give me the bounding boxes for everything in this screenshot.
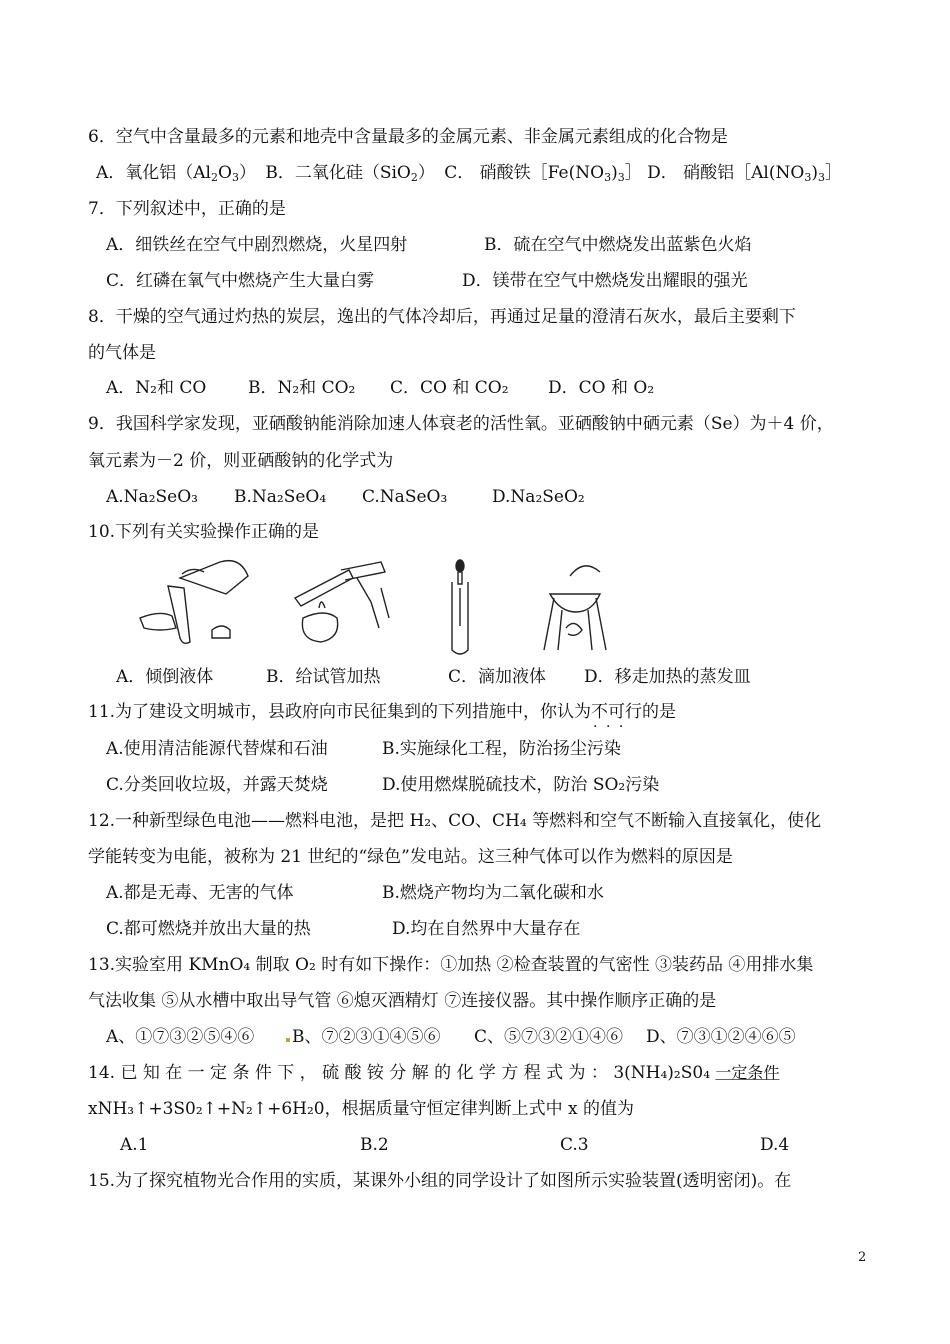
q12-option-d: D.均在自然界中大量存在 <box>392 919 581 939</box>
q13-option-a: A、①⑦③②⑤④⑥ <box>106 1027 255 1047</box>
q13-option-d: D、⑦③①②④⑥⑤ <box>646 1027 796 1047</box>
q9-stem-line1: 9．我国科学家发现，亚硒酸钠能消除加速人体衰老的活性氧。亚硒酸钠中硒元素（Se）为＋4 价， <box>88 414 834 434</box>
q6-option-c: C． 硝酸铁$[Fe(NO_3)_3]$ <box>444 163 642 184</box>
q9-stem-line2: 氧元素为－2 价，则亚硒酸钠的化学式为 <box>88 451 394 471</box>
q11-option-a: A.使用清洁能源代替煤和石油 <box>106 739 328 759</box>
q14-option-d: D.4 <box>760 1135 790 1155</box>
q6-option-a: A．氧化铝$(Al_2O_3)$ <box>96 163 256 184</box>
q9-option-c: C.NaSeO₃ <box>362 487 448 507</box>
q7-option-d: D．镁带在空气中燃烧发出耀眼的强光 <box>462 271 748 291</box>
q6-option-b: B．二氧化硅（SiO$_2$） <box>265 163 435 184</box>
heating-test-tube-figure <box>295 562 389 642</box>
q7-option-a: A．细铁丝在空气中剧烈燃烧，火星四射 <box>106 235 408 255</box>
mark-dot <box>286 1038 290 1042</box>
q8-option-b: B．N₂和 CO₂ <box>248 378 356 398</box>
q7-option-c: C．红磷在氧气中燃烧产生大量白雾 <box>106 271 375 291</box>
q13-option-b: B、⑦②③①④⑤⑥ <box>284 1026 441 1048</box>
q9-option-a: A.Na₂SeO₃ <box>106 487 198 507</box>
q10-option-c: C．滴加液体 <box>448 667 547 687</box>
q14-option-c: C.3 <box>560 1135 589 1155</box>
q14-option-b: B.2 <box>360 1135 389 1155</box>
q10-option-a: A．倾倒液体 <box>116 667 214 687</box>
q6-options <box>96 162 842 184</box>
q15-stem: 15.为了探究植物光合作用的实质，某课外小组的同学设计了如图所示实验装置(透明密闭)。在 <box>88 1171 792 1191</box>
q7-stem: 7．下列叙述中，正确的是 <box>88 199 286 219</box>
q14-stem-line2: xNH₃↑+3S0₂↑+N₂↑+6H₂0，根据质量守恒定律判断上式中 x 的值为 <box>88 1099 635 1119</box>
q13-stem-line2: 气法收集 ⑤从水槽中取出导气管 ⑥熄灭酒精灯 ⑦连接仪器。其中操作顺序正确的是 <box>88 991 717 1011</box>
q11-option-c: C.分类回收垃圾，并露天焚烧 <box>106 775 328 795</box>
q12-option-a: A.都是无毒、无害的气体 <box>106 883 294 903</box>
q12-option-c: C.都可燃烧并放出大量的热 <box>106 919 311 939</box>
q12-option-b: B.燃烧产物均为二氧化碳和水 <box>382 883 604 903</box>
q6-stem: 6．空气中含量最多的元素和地壳中含量最多的金属元素、非金属元素组成的化合物是 <box>88 127 728 147</box>
reaction-condition: 一定条件 <box>715 1063 780 1082</box>
q8-stem-line1: 8．干燥的空气通过灼热的炭层，逸出的气体冷却后，再通过足量的澄清石灰水，最后主要剩下 <box>88 307 796 327</box>
q9-option-d: D.Na₂SeO₂ <box>492 487 585 507</box>
pouring-liquid-figure <box>140 561 248 644</box>
q14-stem-line1: 14. 已 知 在 一 定 条 件 下 ， 硫 酸 铵 分 解 的 化 学 方 程 式 为 ： 3(NH₄)₂S0₄ 一定条件 <box>88 1063 780 1083</box>
emphasis-dotted: 不可行 · · · <box>591 702 642 722</box>
q10-stem: 10.下列有关实验操作正确的是 <box>88 522 320 542</box>
q9-option-b: B.Na₂SeO₄ <box>234 487 327 507</box>
q8-stem-line2: 的气体是 <box>88 343 156 363</box>
moving-evaporating-dish-figure <box>544 566 606 650</box>
q7-option-b: B．硫在空气中燃烧发出蓝紫色火焰 <box>484 235 752 255</box>
q10-option-b: B．给试管加热 <box>266 667 381 687</box>
q11-stem: 11.为了建设文明城市，县政府向市民征集到的下列措施中，你认为不可行 · · ·的是 <box>88 701 676 723</box>
q10-option-d: D．移走加热的蒸发皿 <box>584 667 751 687</box>
q13-stem-line1: 13.实验室用 KMnO₄ 制取 O₂ 时有如下操作：①加热 ②检查装置的气密性 ③装药品 ④用排水集 <box>88 955 814 975</box>
q8-option-d: D．CO 和 O₂ <box>548 378 655 398</box>
q14-option-a: A.1 <box>120 1135 149 1155</box>
q12-stem-line1: 12.一种新型绿色电池——燃料电池，是把 H₂、CO、CH₄ 等燃料和空气不断输入直接氧化，使化 <box>88 811 822 831</box>
q8-option-a: A．N₂和 CO <box>106 378 207 398</box>
q6-option-d: D． 硝酸铝$[Al(NO_3)_3]$ <box>647 163 842 184</box>
dropping-liquid-figure <box>452 560 468 654</box>
q11-option-d: D.使用燃煤脱硫技术，防治 SO₂污染 <box>382 775 660 795</box>
q12-stem-line2: 学能转变为电能，被称为 21 世纪的“绿色”发电站。这三种气体可以作为燃料的原因是 <box>88 847 733 867</box>
q10-figures <box>120 558 620 658</box>
q8-option-c: C．CO 和 CO₂ <box>390 378 509 398</box>
q11-option-b: B.实施绿化工程，防治扬尘污染 <box>382 739 621 759</box>
q13-option-c: C、⑤⑦③②①④⑥ <box>474 1027 624 1047</box>
page-number: 2 <box>858 1250 867 1265</box>
lab-apparatus-figures <box>120 558 620 658</box>
